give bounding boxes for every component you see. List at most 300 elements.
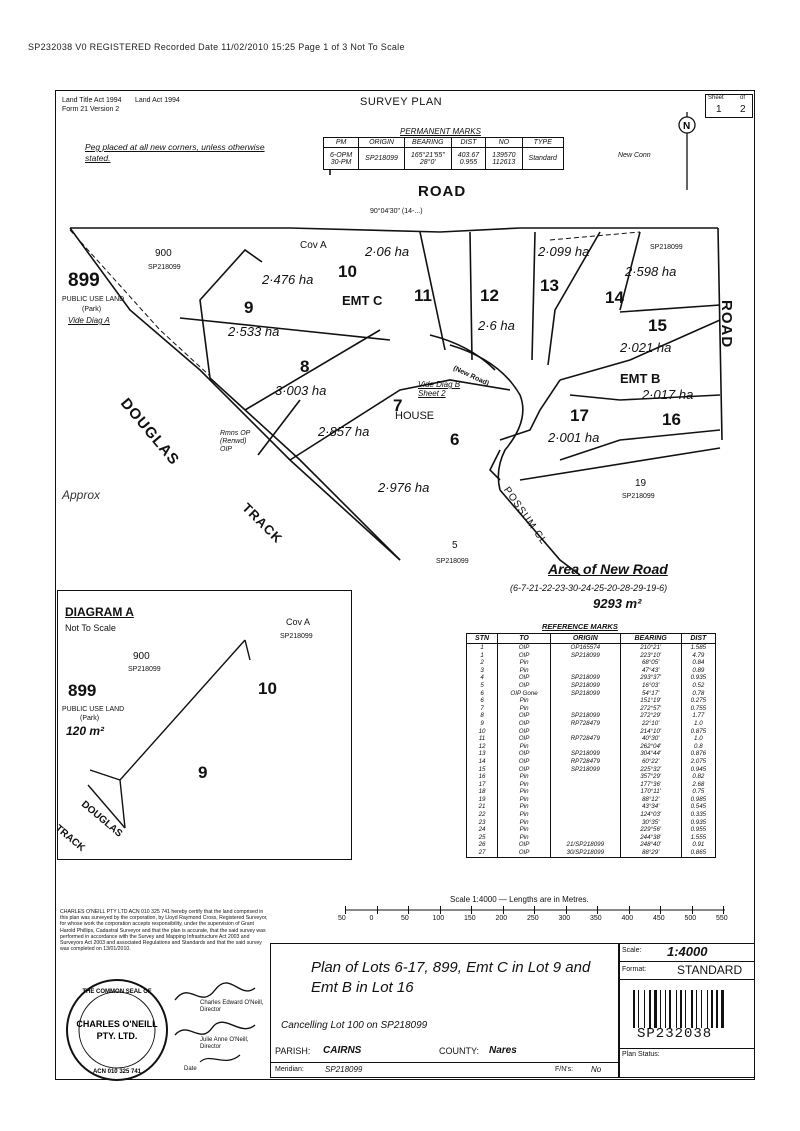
track-label: TRACK [239, 500, 286, 547]
peg-note: Peg placed at all new corners, unless otherwise stated. [85, 142, 265, 163]
table-cell: 17 [467, 781, 498, 789]
lot-8: 8 [300, 357, 310, 376]
barcode-bar [676, 990, 677, 1028]
pm-header-origin: ORIGIN [359, 138, 405, 148]
rm-header-stn: STN [467, 634, 498, 644]
scale-tick [629, 906, 630, 914]
barcode-bar [707, 990, 708, 1028]
seal-line-3: PTY. LTD. [96, 1031, 138, 1041]
barcode-bar [638, 990, 639, 1028]
rm-header-dist: DIST [681, 634, 715, 644]
sheet-number: 1 [716, 104, 722, 115]
table-cell: 1 [467, 652, 498, 660]
table-cell: 0.275 [681, 697, 715, 705]
easement-b-label: EMT B [620, 371, 661, 386]
park-label: (Park) [82, 306, 102, 313]
scale-tick-label: 300 [558, 915, 571, 922]
table-cell [551, 705, 621, 713]
table-cell: 4 [467, 674, 498, 682]
table-cell [551, 728, 621, 736]
table-cell: 14 [467, 758, 498, 766]
barcode-icon [633, 990, 741, 1026]
table-row [467, 781, 716, 789]
table-cell: 0.89 [681, 667, 715, 675]
lot-6: 6 [450, 430, 460, 449]
table-cell: 177°36' [620, 781, 681, 789]
table-cell: 27 [467, 849, 498, 857]
table-cell: 21/SP218099 [551, 841, 621, 849]
table-cell: 304°44' [620, 750, 681, 758]
table-row [467, 826, 716, 834]
title-block [270, 943, 620, 1078]
table-cell [551, 803, 621, 811]
table-cell: 0.875 [681, 728, 715, 736]
table-cell: 54°17' [620, 690, 681, 698]
scale-tick [503, 906, 504, 914]
scale-tick-label: 200 [495, 915, 508, 922]
signature-icon [170, 980, 260, 1070]
barcode-bar [644, 990, 645, 1028]
table-cell: 60°22' [620, 758, 681, 766]
table-cell: SP218099 [551, 766, 621, 774]
plan-description: Plan of Lots 6-17, 899, Emt C in Lot 9 and Emt B in Lot 16 [311, 959, 591, 996]
meridian-label: Meridian: [275, 1066, 304, 1073]
table-row [467, 750, 716, 758]
table-cell: 272°57' [620, 705, 681, 713]
lot-10-area: 2·476 ha [262, 272, 314, 287]
scale-tick [692, 906, 693, 914]
barcode-bar [711, 990, 713, 1028]
table-cell: 16 [467, 773, 498, 781]
county-value: Nares [489, 1045, 517, 1056]
table-cell: 293°37' [620, 674, 681, 682]
form-version: Form 21 Version 2 [62, 106, 120, 113]
scale-value: 1:4000 [667, 944, 708, 959]
table-cell [551, 834, 621, 842]
diagram-a-cov: Cov A [286, 617, 311, 627]
handwritten-note: Approx [62, 488, 101, 502]
table-cell: 6 [467, 690, 498, 698]
rm-header-to: TO [498, 634, 551, 644]
table-cell: 0.545 [681, 803, 715, 811]
possum-cl-label: POSSUM CL [500, 485, 549, 547]
table-cell: OIP [498, 720, 551, 728]
registration-header: SP232038 V0 REGISTERED Recorded Date 11/02/2010 15:25 Page 1 of 3 Not To Scale [28, 42, 405, 52]
format-divider [619, 979, 754, 980]
table-cell: 68°05' [620, 659, 681, 667]
lot-8-area: 3·003 ha [275, 383, 327, 398]
format-value: STANDARD [677, 963, 743, 977]
company-seal-icon [62, 975, 172, 1085]
table-cell: 0.8 [681, 743, 715, 751]
table-cell: 1.585 [681, 644, 715, 652]
barcode-bar [696, 990, 697, 1028]
table-cell [551, 697, 621, 705]
table-row [467, 735, 716, 743]
table-cell: OIP [498, 644, 551, 652]
table-cell: SP218099 [551, 712, 621, 720]
seal-line-1: THE COMMON SEAL OF [82, 989, 152, 995]
fn-value: No [591, 1065, 602, 1074]
lot-17-area: 2·001 ha [548, 430, 600, 445]
barcode-bar [685, 990, 686, 1028]
lot-12: 12 [480, 286, 499, 305]
table-row [467, 667, 716, 675]
table-cell [551, 796, 621, 804]
table-cell: 6 [467, 697, 498, 705]
table-cell: OIP [498, 682, 551, 690]
lot-13: 13 [540, 276, 559, 295]
diagram-a-subtitle: Not To Scale [65, 623, 116, 633]
diagram-a-lot-899: 899 [68, 681, 97, 700]
table-row [467, 796, 716, 804]
diagram-a-track: TRACK [52, 823, 87, 854]
lot-13-area: 2·099 ha [538, 244, 590, 259]
lot-5: 5 [452, 540, 458, 551]
lot-9-area: 2·533 ha [228, 324, 280, 339]
table-cell: 47°43' [620, 667, 681, 675]
rm-header-origin: ORIGIN [551, 634, 621, 644]
table-cell: Pin [498, 803, 551, 811]
lot-19: 19 [635, 478, 647, 489]
table-row [467, 849, 716, 857]
table-cell: SP218099 [551, 674, 621, 682]
table-cell: 25 [467, 834, 498, 842]
table-cell: 13 [467, 750, 498, 758]
director-1: Charles Edward O'Neill, Director [200, 1000, 264, 1013]
road-label-east: ROAD [718, 300, 735, 349]
table-cell [551, 788, 621, 796]
table-cell [551, 819, 621, 827]
lot-17: 17 [570, 406, 589, 425]
table-cell: OIP [498, 652, 551, 660]
table-cell: Pin [498, 705, 551, 713]
new-road-label: (New Road) [452, 365, 490, 388]
scale-tick-label: 50 [401, 915, 409, 922]
table-row [467, 674, 716, 682]
table-cell: 248°40' [620, 841, 681, 849]
table-cell: 2.68 [681, 781, 715, 789]
barcode-bar [665, 990, 666, 1028]
covenant-a-label: Cov A [300, 240, 327, 251]
table-cell: 124°03' [620, 811, 681, 819]
diagram-a-public-use: PUBLIC USE LAND [62, 706, 125, 713]
table-cell [551, 811, 621, 819]
scale-tick-label: 400 [621, 915, 634, 922]
easement-c-label: EMT C [342, 293, 383, 308]
lot-5-sp: SP218099 [436, 558, 469, 565]
table-cell: 1.555 [681, 834, 715, 842]
scale-tick-label: 450 [653, 915, 665, 922]
table-cell: 244°38' [620, 834, 681, 842]
table-cell: 12 [467, 743, 498, 751]
table-row [467, 682, 716, 690]
scale-tick-label: 100 [432, 915, 445, 922]
diagram-a-sp-cov: SP218099 [280, 633, 313, 640]
lot-12-area: 2·6 ha [478, 318, 515, 333]
lot-16-area: 2·017 ha [642, 387, 694, 402]
table-cell: Pin [498, 781, 551, 789]
parish-value: CAIRNS [323, 1045, 362, 1056]
table-row [467, 743, 716, 751]
lot-15-area: 2·021 ha [620, 340, 672, 355]
cancelling-note: Cancelling Lot 100 on SP218099 [281, 1020, 428, 1031]
scale-tick-label: 50 [338, 915, 346, 922]
vide-diagram-a: Vide Diag A [68, 316, 110, 325]
sheet-total: 2 [740, 104, 746, 115]
table-row [467, 819, 716, 827]
meridian-value: SP218099 [325, 1065, 363, 1074]
date-label: Date [184, 1066, 197, 1072]
table-cell: 19 [467, 796, 498, 804]
scale-tick-label: 250 [527, 915, 539, 922]
table-cell [551, 667, 621, 675]
table-cell: 30/SP218099 [551, 849, 621, 857]
scale-caption: Scale 1:4000 — Lengths are in Metres. [450, 895, 589, 904]
table-cell: Pin [498, 697, 551, 705]
scale-tick [440, 906, 441, 914]
pm-header-no: NO [486, 138, 522, 148]
table-row [467, 720, 716, 728]
lot-899: 899 [68, 270, 100, 291]
table-cell: 0.945 [681, 766, 715, 774]
scale-tick [534, 906, 535, 914]
table-cell: OIP [498, 841, 551, 849]
table-cell: 0.75 [681, 788, 715, 796]
table-cell: 0.82 [681, 773, 715, 781]
table-cell: 9 [467, 720, 498, 728]
table-cell: 229°56' [620, 826, 681, 834]
pm-cell: SP218099 [359, 148, 405, 170]
scale-tick [471, 906, 472, 914]
table-cell: 1.0 [681, 720, 715, 728]
scale-tick [408, 906, 409, 914]
table-cell: 214°10' [620, 728, 681, 736]
sheet-label: Sheet [708, 95, 724, 101]
table-row [467, 841, 716, 849]
table-cell: Pin [498, 773, 551, 781]
table-cell: 22°10' [620, 720, 681, 728]
table-cell: 1.77 [681, 712, 715, 720]
table-cell: 0.865 [681, 849, 715, 857]
scale-tick-label: 0 [369, 915, 374, 922]
barcode-bar [649, 990, 651, 1028]
rm-header-bearing: BEARING [620, 634, 681, 644]
table-cell: 4.79 [681, 652, 715, 660]
new-road-title: Area of New Road [548, 561, 668, 577]
table-row [467, 766, 716, 774]
scale-tick-label: 500 [684, 915, 697, 922]
lot-9: 9 [244, 298, 254, 317]
director-2: Julie Anne O'Neill, Director [200, 1037, 249, 1050]
barcode-bar [691, 990, 693, 1028]
permanent-marks-title: PERMANENT MARKS [400, 127, 481, 136]
table-cell [551, 781, 621, 789]
sp-cov-label: SP218099 [650, 244, 683, 251]
table-cell: 262°04' [620, 743, 681, 751]
plan-number-block [618, 943, 755, 1078]
table-cell: 16°03' [620, 682, 681, 690]
pm-cell: 6-OPM 30-PM [324, 148, 359, 170]
title-divider [271, 1062, 619, 1063]
act-1: Land Title Act 1994 [62, 97, 122, 104]
table-cell: 223°10' [620, 652, 681, 660]
sheet-of: of [740, 95, 746, 101]
table-cell: 40°30' [620, 735, 681, 743]
road-label-north: ROAD [418, 183, 467, 200]
pm-header-bearing: BEARING [404, 138, 451, 148]
fn-label: F/N's: [555, 1066, 574, 1073]
pm-cell: 403.67 0.955 [451, 148, 485, 170]
barcode-bar [633, 990, 635, 1028]
table-row [467, 811, 716, 819]
table-cell: 0.935 [681, 819, 715, 827]
table-cell: 18 [467, 788, 498, 796]
table-cell: 170°11' [620, 788, 681, 796]
plan-status-label: Plan Status: [622, 1051, 660, 1058]
table-row [467, 758, 716, 766]
diagram-a-box [52, 590, 352, 860]
table-cell: 0.876 [681, 750, 715, 758]
table-cell: Pin [498, 811, 551, 819]
table-cell: 1.0 [681, 735, 715, 743]
table-cell: 0.84 [681, 659, 715, 667]
table-cell: Pin [498, 659, 551, 667]
scale-tick [566, 906, 567, 914]
vide-diagram-b: Vide Diag B Sheet 2 [418, 380, 461, 398]
remains-note: Rmns OP (Renwd) OIP [220, 430, 251, 453]
table-cell: 88°12' [620, 796, 681, 804]
lot-14: 14 [605, 288, 624, 307]
plan-title: SURVEY PLAN [360, 96, 443, 108]
table-cell: 43°34' [620, 803, 681, 811]
scale-tick [660, 906, 661, 914]
table-cell: Pin [498, 826, 551, 834]
pm-header-dist: DIST [451, 138, 485, 148]
table-cell [551, 826, 621, 834]
new-road-area: 9293 m² [593, 596, 642, 611]
north-label: N [683, 121, 691, 132]
table-cell: Pin [498, 819, 551, 827]
table-cell: 0.935 [681, 674, 715, 682]
diagram-a-lot-10: 10 [258, 679, 277, 698]
table-row [467, 705, 716, 713]
status-divider [619, 1048, 754, 1049]
barcode-bar [716, 990, 718, 1028]
table-cell: OIP [498, 758, 551, 766]
pm-header-pm: PM [324, 138, 359, 148]
seal-line-4: ACN 010 325 741 [92, 1069, 142, 1075]
table-cell: Pin [498, 834, 551, 842]
table-cell: 7 [467, 705, 498, 713]
lot-16: 16 [662, 410, 681, 429]
lot-6-area: 2·976 ha [378, 480, 430, 495]
table-cell: 225°32' [620, 766, 681, 774]
table-cell: SP218099 [551, 750, 621, 758]
table-row [467, 652, 716, 660]
table-cell: 26 [467, 841, 498, 849]
table-row [467, 644, 716, 652]
table-cell: RP728479 [551, 735, 621, 743]
table-cell: Pin [498, 788, 551, 796]
barcode-bar [654, 990, 657, 1028]
table-cell: 15 [467, 766, 498, 774]
table-cell: Pin [498, 667, 551, 675]
scale-tick-label: 150 [464, 915, 476, 922]
table-row [467, 834, 716, 842]
table-cell: OIP Gone [498, 690, 551, 698]
table-row [467, 697, 716, 705]
table-cell: OIP [498, 849, 551, 857]
lot-900: 900 [155, 248, 172, 259]
county-label: COUNTY: [439, 1046, 480, 1056]
table-cell: 5 [467, 682, 498, 690]
lot-10: 10 [338, 262, 357, 281]
table-cell: 1 [467, 644, 498, 652]
table-cell: 0.955 [681, 826, 715, 834]
scale-tick [597, 906, 598, 914]
reference-marks-title: REFERENCE MARKS [542, 622, 618, 631]
barcode-bar [680, 990, 682, 1028]
table-cell: OIP [498, 735, 551, 743]
table-row [467, 803, 716, 811]
diagram-a-sp-900: SP218099 [128, 666, 161, 673]
pm-cell: 139570 112613 [486, 148, 522, 170]
act-2: Land Act 1994 [135, 97, 180, 104]
lot-11-area: 2·06 ha [365, 244, 410, 259]
table-cell: OIP [498, 674, 551, 682]
table-cell: RP728479 [551, 720, 621, 728]
barcode-bar [660, 990, 661, 1028]
table-row [467, 712, 716, 720]
table-cell: 2.075 [681, 758, 715, 766]
barcode-bar [721, 990, 724, 1028]
scale-tick [345, 906, 346, 914]
table-cell [551, 743, 621, 751]
lot-900-sp: SP218099 [148, 264, 181, 271]
diagram-a-lot-9: 9 [198, 763, 208, 782]
table-cell: SP218099 [551, 652, 621, 660]
lot-7-area: 2·857 ha [318, 424, 370, 439]
pm-cell: Standard [522, 148, 563, 170]
format-label: Format: [622, 966, 647, 973]
table-row [467, 773, 716, 781]
scale-divider [619, 961, 754, 962]
table-cell: 88°29' [620, 849, 681, 857]
pm-header-type: TYPE [522, 138, 563, 148]
lot-15: 15 [648, 316, 667, 335]
table-cell: 8 [467, 712, 498, 720]
table-cell: 210°21' [620, 644, 681, 652]
table-cell: SP218099 [551, 690, 621, 698]
table-cell: OIP [498, 750, 551, 758]
table-cell: 21 [467, 803, 498, 811]
lot-14-area: 2·598 ha [625, 264, 677, 279]
table-cell: Pin [498, 796, 551, 804]
new-road-sequence: (6-7-21-22-23-30-24-25-20-28-29-19-6) [510, 583, 668, 593]
table-cell: RP728479 [551, 758, 621, 766]
lot-19-sp: SP218099 [622, 493, 655, 500]
barcode-bar [701, 990, 702, 1028]
scale-tick-label: 350 [590, 915, 602, 922]
table-cell: Pin [498, 743, 551, 751]
lot-11: 11 [414, 286, 432, 305]
table-row [467, 690, 716, 698]
table-row [467, 659, 716, 667]
table-cell: 357°29' [620, 773, 681, 781]
public-use-land: PUBLIC USE LAND [62, 296, 125, 303]
table-cell: OIP [498, 728, 551, 736]
